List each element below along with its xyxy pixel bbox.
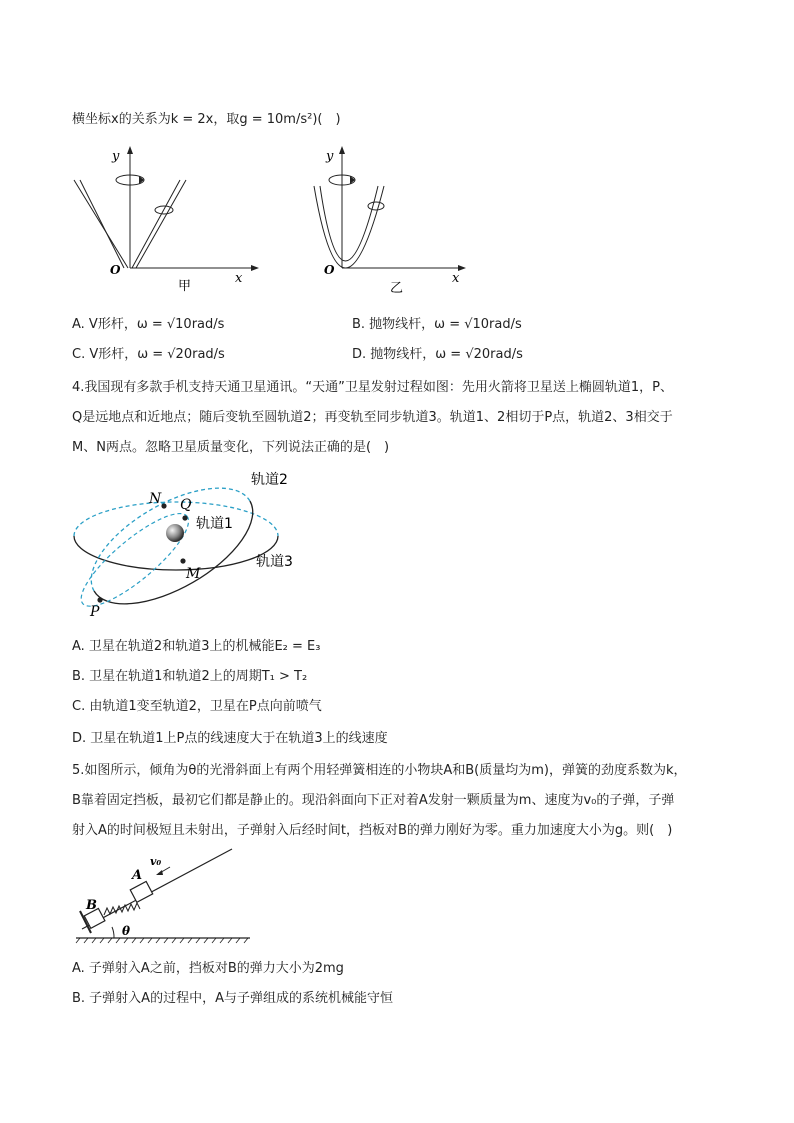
orbit-2-label: 轨道2: [251, 472, 288, 488]
axis-x-label: x: [235, 271, 243, 286]
q5-stem-line-1: 5.如图所示，倾角为θ的光滑斜面上有两个用轻弹簧相连的小物块A和B(质量均为m)，弹簧的劲度系数为k，: [72, 763, 687, 778]
theta-label: θ: [122, 924, 131, 938]
q3-stem-tail: 横坐标x的关系为k = 2x，取g = 10m/s²)( ): [72, 112, 341, 127]
axis-x-label: x: [452, 271, 460, 286]
block-a-label: A: [132, 868, 143, 883]
block-b-label: B: [86, 898, 97, 913]
point-q-label: Q: [180, 497, 192, 513]
axis-y-label: y: [112, 149, 120, 164]
point-m-label: M: [186, 566, 201, 582]
q5-option-b: B. 子弹射入A的过程中，A与子弹组成的系统机械能守恒: [72, 991, 393, 1006]
q4-stem-line-1: 4.我国现有多款手机支持天通卫星通讯。“天通”卫星发射过程如图：先用火箭将卫星送上椭圆轨道1，P、: [72, 380, 673, 395]
axis-y-label: y: [326, 149, 334, 164]
fig-caption-yi: 乙: [390, 281, 404, 296]
q3-option-a: A. V形杆，ω = √10rad/s: [72, 317, 225, 332]
q5-stem-line-2: B靠着固定挡板，最初它们都是静止的。现沿斜面向下正对着A发射一颗质量为m、速度为v₀的子弹，子弹: [72, 793, 675, 808]
fig-parabolic-rod: [312, 140, 472, 300]
orbit-3-label: 轨道3: [256, 554, 293, 570]
q4-stem-line-3: M、N两点。忽略卫星质量变化，下列说法正确的是( ): [72, 440, 390, 455]
orbit-1-label: 轨道1: [196, 516, 233, 532]
q4-stem-line-2: Q是远地点和近地点；随后变轨至圆轨道2；再变轨至同步轨道3。轨道1、2相切于P点，轨道2、3相交于: [72, 410, 673, 425]
q4-option-c: C. 由轨道1变至轨道2，卫星在P点向前喷气: [72, 699, 322, 714]
q3-option-d: D. 抛物线杆，ω = √20rad/s: [352, 347, 523, 362]
fig-satellite-orbits: [70, 466, 310, 624]
fig-caption-jia: 甲: [178, 279, 192, 294]
fig-v-shaped-rod: [70, 140, 260, 300]
point-p-label: P: [90, 604, 100, 620]
point-n-label: N: [149, 491, 162, 507]
q4-option-b: B. 卫星在轨道1和轨道2上的周期T₁ > T₂: [72, 669, 308, 684]
v0-label: v₀: [150, 855, 162, 868]
fig-incline-spring-blocks: [74, 845, 254, 945]
q4-option-d: D. 卫星在轨道1上P点的线速度大于在轨道3上的线速度: [72, 731, 388, 746]
q5-stem-line-3: 射入A的时间极短且未射出，子弹射入后经时间t，挡板对B的弹力刚好为零。重力加速度大小为g。则( ): [72, 823, 673, 838]
origin-label: O: [324, 263, 335, 277]
q5-option-a: A. 子弹射入A之前，挡板对B的弹力大小为2mg: [72, 961, 344, 976]
q3-option-c: C. V形杆，ω = √20rad/s: [72, 347, 225, 362]
q3-option-b: B. 抛物线杆，ω = √10rad/s: [352, 317, 522, 332]
q4-option-a: A. 卫星在轨道2和轨道3上的机械能E₂ = E₃: [72, 639, 321, 654]
origin-label: O: [110, 263, 121, 277]
